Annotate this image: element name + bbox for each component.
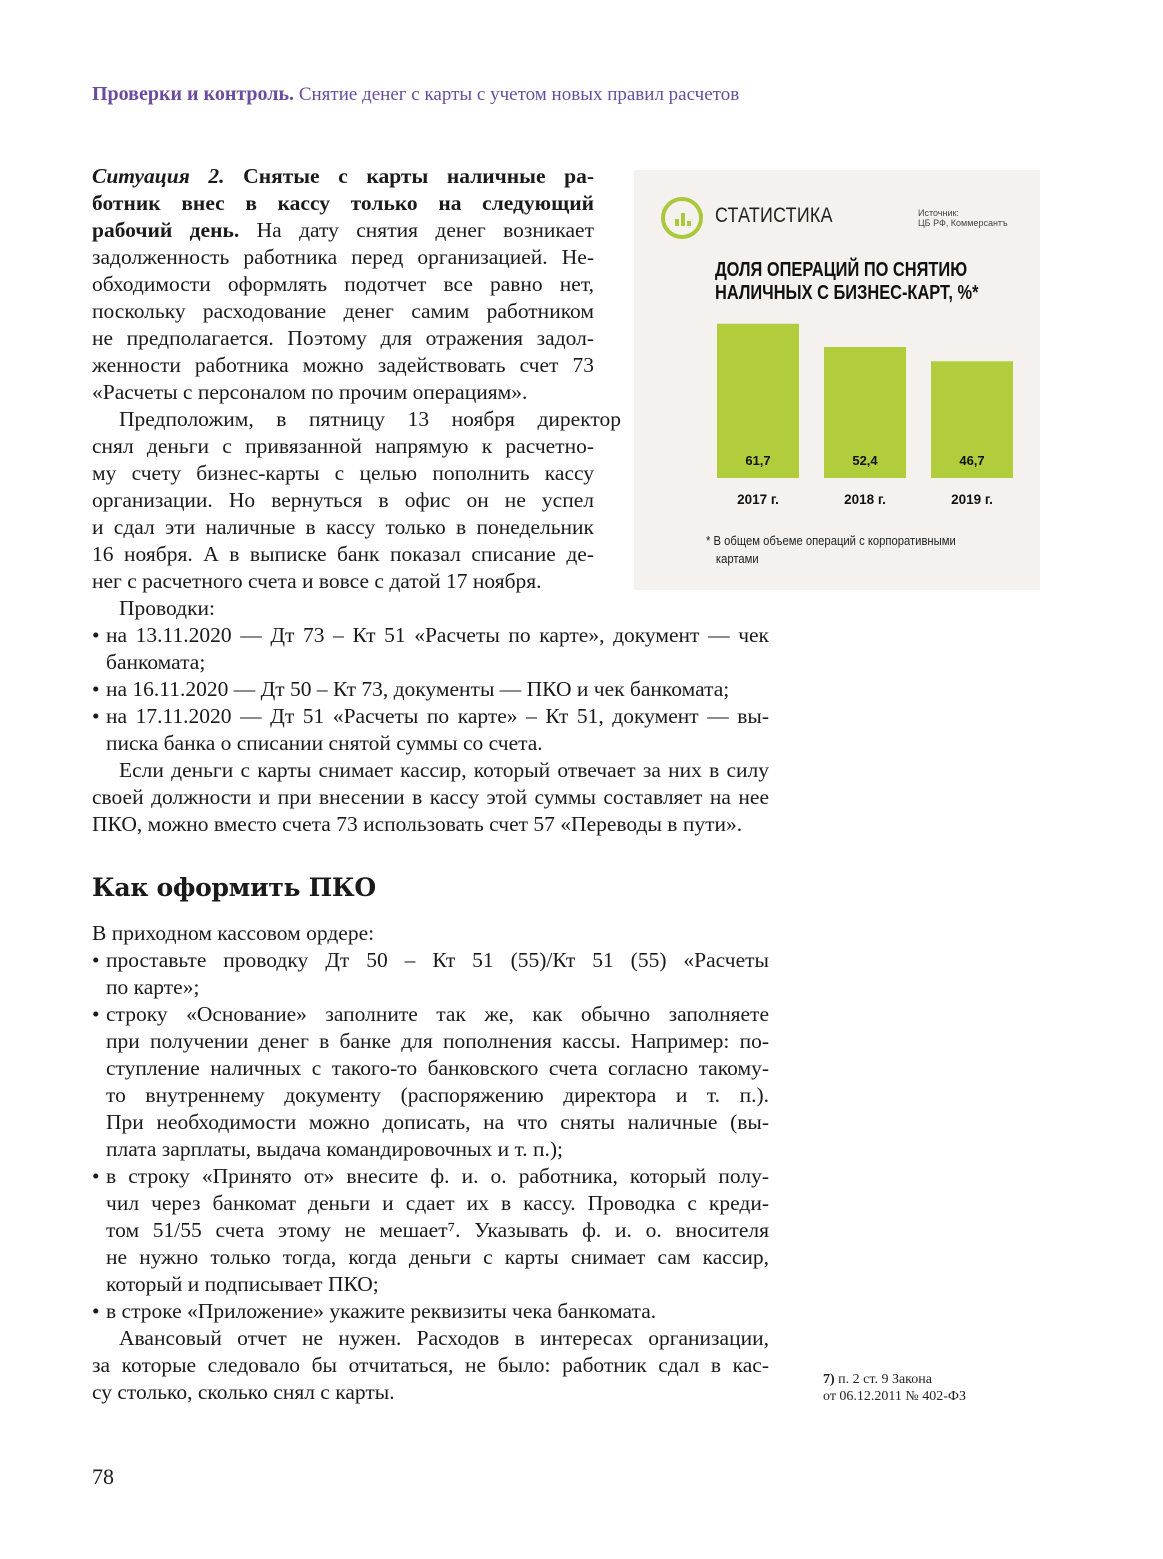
text-line <box>92 1244 769 1271</box>
text-line <box>92 1001 769 1028</box>
bullet-icon: • <box>92 1002 100 1026</box>
text-line: женности работника можно задействовать счет 73 <box>92 353 594 377</box>
item-text: на 17.11.2020 — Дт 51 «Расчеты по карте» – Кт 51, документ — вы- <box>106 704 769 728</box>
text-line: своей должности и при внесении в кассу этой суммы составляет на нее <box>92 785 769 809</box>
statistics-box <box>634 170 1040 590</box>
footnote <box>823 1371 966 1405</box>
note-line: В общем объеме операций с корпоративными <box>713 534 956 548</box>
chart-title-line: ДОЛЯ ОПЕРАЦИЙ ПО СНЯТИЮ <box>715 259 968 281</box>
bar-chart <box>634 170 1040 530</box>
category-label: 2019 г. <box>951 492 993 507</box>
bar-value-label: 61,7 <box>745 453 771 468</box>
bullet-icon: • <box>92 948 100 972</box>
item-text: плата зарплаты, выдача командировочных и т. п.); <box>106 1137 564 1161</box>
text-line <box>92 1163 769 1190</box>
chart-title-line: НАЛИЧНЫХ С БИЗНЕС-КАРТ, %* <box>715 282 979 304</box>
text-line: снял деньги с привязанной напрямую к расчетно- <box>92 434 594 458</box>
text-line: Предположим, в пятницу 13 ноября директор <box>119 407 621 431</box>
list-item <box>92 676 769 703</box>
item-text: проставьте проводку Дт 50 – Кт 51 (55)/Кт 51 (55) «Расчеты <box>106 948 769 972</box>
text: На дату снятия денег возникает <box>239 218 594 242</box>
text-line <box>92 1055 769 1082</box>
paragraph <box>92 757 769 838</box>
bar-value-label: 52,4 <box>852 453 878 468</box>
bullet-icon: • <box>92 623 100 647</box>
footnote-mark: 7) <box>823 1372 835 1387</box>
text-line: му счету бизнес-карты с целью пополнить кассу <box>92 461 594 485</box>
item-text: в строку «Принято от» внесите ф. и. о. работника, который полу- <box>106 1164 769 1188</box>
text-line <box>92 622 769 649</box>
text-line: за которые следовало бы отчитаться, не было: работник сдал в кас- <box>92 1353 769 1377</box>
item-text: строку «Основание» заполните так же, как обычно заполняете <box>106 1002 769 1026</box>
text-line <box>92 676 769 703</box>
footnote-line: от 06.12.2011 № 402-ФЗ <box>823 1389 967 1404</box>
text-line <box>92 649 769 676</box>
article-title: Снятие денег с карты с учетом новых правил расчетов <box>298 84 740 105</box>
note-mark: * <box>706 534 711 548</box>
source-label: Источник: <box>918 208 959 218</box>
item-text: который и подписывает ПКО; <box>106 1272 379 1296</box>
item-text: при получении денег в банке для пополнения кассы. Например: по- <box>106 1029 769 1053</box>
chart-note <box>706 532 956 568</box>
text-line: «Расчеты с персоналом по прочим операциям». <box>92 380 528 404</box>
statistics-label: СТАТИСТИКА <box>715 204 833 227</box>
section-heading: Как оформить ПКО <box>92 873 376 902</box>
text-line: ПКО, можно вместо счета 73 использовать счет 57 «Переводы в пути». <box>92 812 743 836</box>
list-item <box>92 1001 769 1163</box>
text-line: Если деньги с карты снимает кассир, который отвечает за них в силу <box>119 758 769 782</box>
item-text: При необходимости можно дописать, на что сняты наличные (вы- <box>106 1110 769 1134</box>
item-text: ступление наличных с такого-то банковского счета согласно такому- <box>106 1056 769 1080</box>
list-item <box>92 703 769 757</box>
text-line <box>92 947 769 974</box>
running-header <box>92 83 739 106</box>
category-label: 2018 г. <box>844 492 886 507</box>
item-text: то внутреннему документу (распоряжению директора и т. п.). <box>106 1083 769 1107</box>
text-line <box>92 730 769 757</box>
entries-label: Проводки: <box>119 596 216 620</box>
text-line <box>92 974 769 1001</box>
source-value: ЦБ РФ, Коммерсантъ <box>918 218 1008 228</box>
item-text: не нужно только тогда, когда деньги с карты снимает сам кассир, <box>106 1245 769 1269</box>
item-text: на 13.11.2020 — Дт 73 – Кт 51 «Расчеты по карте», документ — чек <box>106 623 769 647</box>
section-name: Проверки и контроль. <box>92 83 295 105</box>
list-item <box>92 947 769 1001</box>
text-line <box>92 703 769 730</box>
intro-line: В приходном кассовом ордере: <box>92 921 375 945</box>
text-line <box>92 1298 769 1325</box>
text-line <box>92 1109 769 1136</box>
list-item <box>92 1163 769 1298</box>
text-line: и сдал эти наличные в кассу только в понедельник <box>92 515 594 539</box>
paragraph <box>92 1325 769 1406</box>
item-text: писка банка о списании снятой суммы со счета. <box>106 731 543 755</box>
text-line: ботник внес в кассу только на следующий <box>92 191 594 215</box>
item-text: банкомата; <box>106 650 206 674</box>
text-line <box>92 1082 769 1109</box>
item-text: в строке «Приложение» укажите реквизиты чека банкомата. <box>106 1299 657 1323</box>
bold-text: Снятые с карты наличные ра- <box>224 164 594 188</box>
list-item <box>92 1298 769 1325</box>
pko-list <box>92 947 769 1325</box>
text-line: обходимости оформлять подотчет все равно нет, <box>92 272 594 296</box>
category-label: 2017 г. <box>737 492 779 507</box>
footnote-line: п. 2 ст. 9 Закона <box>838 1372 932 1387</box>
item-text: на 16.11.2020 — Дт 50 – Кт 73, документы — ПКО и чек банкомата; <box>106 677 730 701</box>
text-line: су столько, сколько снял с карты. <box>92 1380 395 1404</box>
bar-value-label: 46,7 <box>959 453 985 468</box>
item-text: чил через банкомат деньги и сдает их в кассу. Проводка с креди- <box>106 1191 769 1215</box>
text-line <box>92 1217 769 1244</box>
situation-label: Ситуация 2. <box>92 164 225 188</box>
list-item <box>92 622 769 676</box>
text-line <box>92 217 594 244</box>
note-line: картами <box>715 552 759 566</box>
text-line: задолженность работника перед организацией. Не- <box>92 245 594 269</box>
bullet-icon: • <box>92 677 100 701</box>
page-number: 78 <box>92 1464 114 1489</box>
text-line: не предполагается. Поэтому для отражения задол- <box>92 326 594 350</box>
text-line: организации. Но вернуться в офис он не успел <box>92 488 594 512</box>
text-line: нег с расчетного счета и вовсе с датой 17 ноября. <box>92 569 542 593</box>
bullet-icon: • <box>92 704 100 728</box>
text-line <box>92 1028 769 1055</box>
text-line: поскольку расходование денег самим работником <box>92 299 594 323</box>
bullet-icon: • <box>92 1299 100 1323</box>
item-text: по карте»; <box>106 975 200 999</box>
bullet-icon: • <box>92 1164 100 1188</box>
item-text: том 51/55 счета этому не мешает⁷. Указывать ф. и. о. вносителя <box>106 1218 769 1242</box>
text-line <box>92 1190 769 1217</box>
text-line: Авансовый отчет не нужен. Расходов в интересах организации, <box>119 1326 769 1350</box>
bold-text: рабочий день. <box>92 218 240 242</box>
text-line: 16 ноября. А в выписке банк показал списание де- <box>92 542 594 566</box>
text-line <box>92 1271 769 1298</box>
text-line <box>92 1136 769 1163</box>
text-line <box>92 163 594 190</box>
entries-list <box>92 622 769 757</box>
